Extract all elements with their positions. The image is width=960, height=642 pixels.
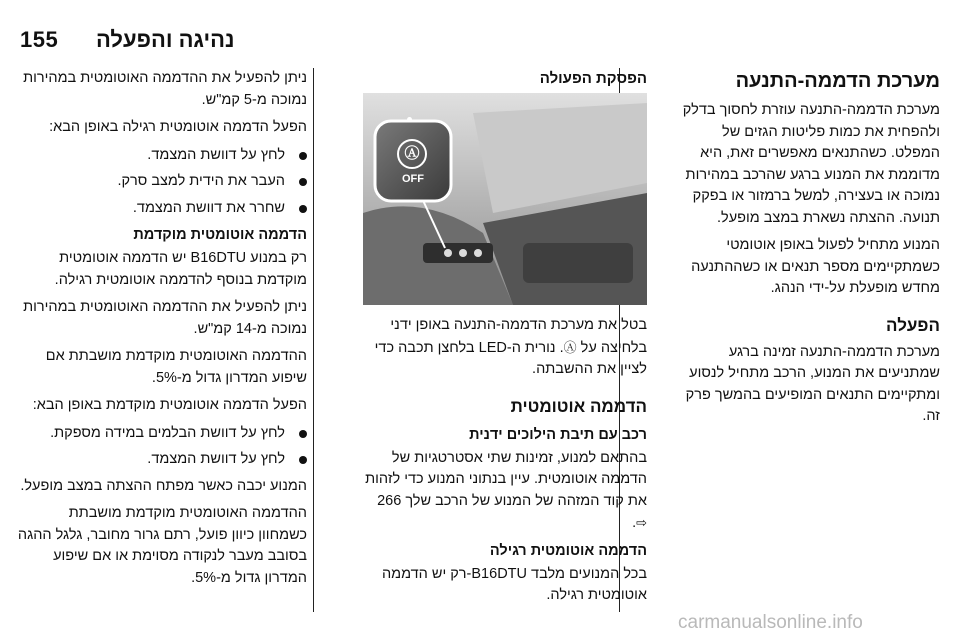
manual-gearbox-text-body: בהתאם למנוע, זמינות שתי אסטרטגיות של הדממה אוטומטית. עיין בנתוני המנוע כדי לזהות את קוד המזהה של המנוע של הרכב שלך	[365, 449, 647, 509]
deactivation-text-part-1: בטל את מערכת הדממה-התנעה באופן ידני בלחיצה על	[390, 317, 647, 356]
left-para-4: ניתן להפעיל את ההדממה האוטומטית במהירות נמוכה מ-14 קמ"ש.	[23, 299, 307, 337]
left-para-5: ההדממה האוטומטית מוקדמת מושבתת אם שיפוע המדרון גדול מ-5%.	[45, 348, 307, 386]
bullet-icon	[299, 178, 307, 186]
bullet-icon	[299, 456, 307, 464]
list-item-text: לחץ על דוושת הבלמים במידה מספקת.	[50, 424, 285, 441]
bullet-icon	[299, 205, 307, 213]
list-item	[17, 145, 307, 167]
activation-text: מערכת הדממה-התנעה זמינה ברגע שמתניעים את המנוע, הרכב מתחיל לנסוע ומתקיימים התנאים המופיעים בהמשך פרק זה.	[685, 343, 940, 424]
bullet-icon	[299, 152, 307, 160]
activation-heading: הפעלה	[886, 315, 940, 335]
start-stop-button-figure	[363, 93, 647, 305]
start-stop-intro-2: המנוע מתחיל לפעול באופן אוטומטי כשמתקיימים מספר תנאים או כשההתנעה מחדש מופעלת על-ידי הנהג.	[691, 237, 940, 296]
list-item	[17, 171, 307, 193]
arrow-right-icon: ⇨	[636, 515, 647, 530]
left-para-7: המנוע יכבה כאשר מפתח ההצתה במצב מופעל.	[20, 477, 307, 494]
left-column	[17, 68, 307, 595]
deactivation-text	[363, 315, 647, 381]
list-item-text: לחץ על דוושת המצמד.	[147, 451, 285, 467]
off-label: OFF	[402, 173, 424, 185]
left-para-1: ניתן להפעיל את ההדממה האוטומטית במהירות נמוכה מ-5 קמ"ש.	[23, 70, 307, 108]
list-item-text: שחרר את דוושת המצמד.	[132, 199, 285, 216]
middle-column	[363, 68, 647, 613]
page-number: 155	[20, 27, 59, 52]
list-item-text: העבר את הידית למצב סרק.	[117, 173, 285, 189]
page-section-title: נהיגה והפעלה	[96, 27, 235, 52]
left-para-8: ההדממה האוטומטית מוקדמת מושבתת כשמחוון כיוון פועל, רתם גרור מחובר, גלגל ההגה בסובב מעבר לנקודה מסוימת או אם שיפוע המדרון גדול מ-5%.	[17, 505, 307, 586]
regular-auto-stop-text: בכל המנועים מלבד B16DTU-רק יש הדממה אוטומטית רגילה.	[381, 565, 647, 603]
auto-stop-off-icon[interactable]: Ⓐ	[397, 139, 427, 169]
column-divider-left	[313, 68, 314, 612]
auto-stop-inline-icon: Ⓐ	[563, 339, 577, 355]
page-header	[0, 0, 960, 58]
watermark: carmanualsonline.info	[678, 612, 863, 633]
regular-steps-list	[17, 145, 307, 220]
list-item	[17, 449, 307, 471]
predictive-auto-stop-heading: הדממה אוטומטית מוקדמת	[133, 227, 307, 243]
list-item	[17, 198, 307, 220]
list-item-text: לחץ על דוושת המצמד.	[147, 146, 285, 163]
predictive-steps-list	[17, 423, 307, 471]
start-stop-intro-1: מערכת הדממה-התנעה עוזרת לחסוך בדלק ולהפחית את כמות פליטות הגזים של המפלט. כשהתנאים מאפשרים זאת, היא מדוממת את המנוע ברגע שהרכב במהירות נמוכה או בעצירה, למשל ברמזור או בפקק תנועה. ההצתה נשארת במצב מופעל.	[682, 102, 940, 226]
dashboard-illustration	[363, 93, 647, 305]
left-para-2: הפעל הדממה אוטומטית רגילה באופן הבא:	[49, 119, 307, 135]
left-para-3: רק במנוע B16DTU יש הדממה אוטומטית מוקדמת בנוסף להדממה אוטומטית רגילה.	[54, 250, 307, 288]
bullet-icon	[299, 430, 307, 438]
list-item	[17, 423, 307, 445]
led-indicator	[407, 117, 412, 122]
left-para-6: הפעל הדממה אוטומטית מוקדמת באופן הבא:	[32, 397, 307, 413]
start-stop-title: מערכת הדממה-התנעה	[735, 70, 940, 92]
manual-gearbox-heading: רכב עם תיבת הילוכים ידנית	[469, 426, 647, 443]
deactivation-heading: הפסקת הפעולה	[539, 70, 647, 87]
deactivation-text-part-2: . נורית ה-LED בלחצן תכבה כדי לציין את ההשבתה.	[374, 339, 647, 377]
page-reference[interactable]: 266	[377, 492, 402, 509]
regular-auto-stop-heading: הדממה אוטומטית רגילה	[489, 542, 647, 559]
right-column	[674, 68, 940, 434]
manual-gearbox-text: בהתאם למנוע, זמינות שתי אסטרטגיות של הדממה אוטומטית. עיין בנתוני המנוע כדי לזהות את קוד המזהה של המנוע של הרכב שלך 266 ⇨.	[365, 449, 647, 531]
auto-stop-heading: הדממה אוטומטית	[510, 396, 647, 416]
